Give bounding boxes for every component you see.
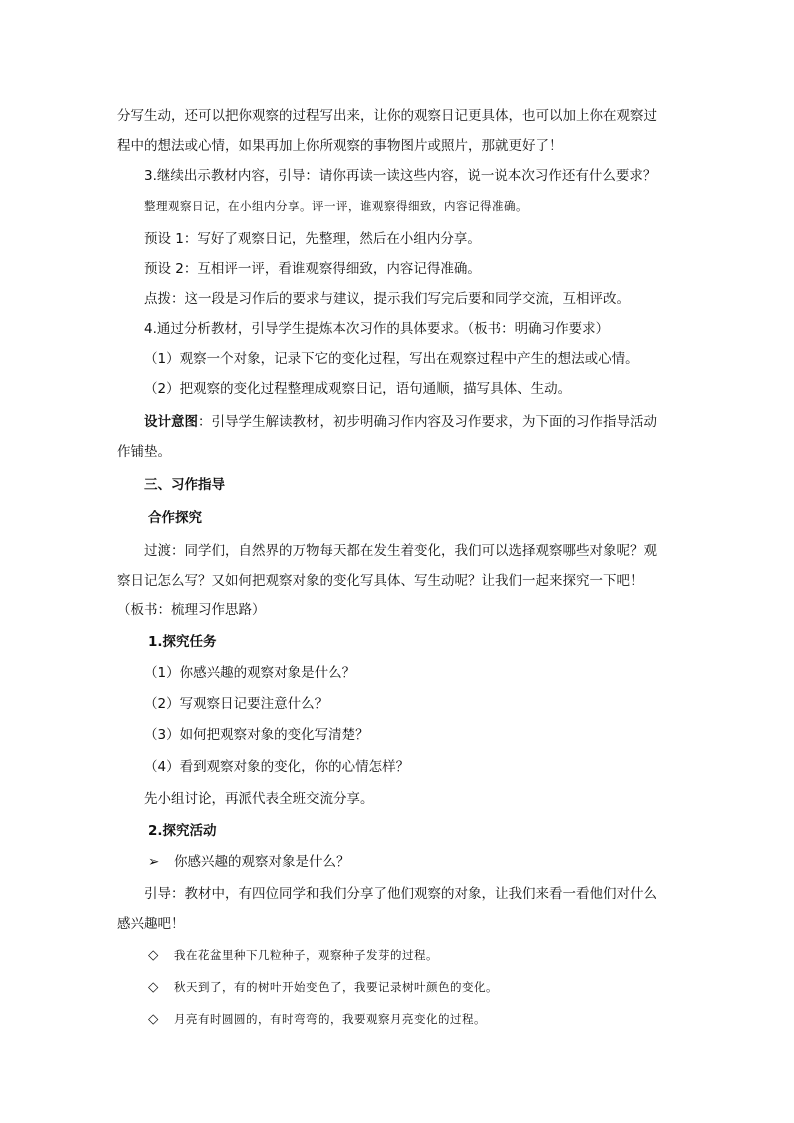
example-item — [148, 945, 438, 965]
subheading-cooperate: 合作探究 — [148, 510, 202, 526]
diamond-bullet-icon: ◇ — [148, 979, 159, 995]
para-step3: 3.继续出示教材内容，引导：请你再读一读这些内容，说一说本次习作还有什么要求？ — [144, 168, 657, 184]
transition-line: 察日记怎么写？又如何把观察对象的变化写具体、写生动呢？让我们一起来探究一下吧！ — [117, 573, 644, 589]
design-intent — [144, 412, 657, 432]
example-item — [148, 1009, 486, 1029]
task-item: （3）如何把观察对象的变化写清楚？ — [144, 727, 369, 743]
design-intent-text: ：引导学生解读教材，初步明确习作内容及习作要求，为下面的习作指导活动 — [198, 414, 657, 430]
example-text: 我在花盆里种下几粒种子，观察种子发芽的过程。 — [174, 948, 438, 962]
guide-line: 感兴趣吧！ — [117, 916, 185, 932]
section-heading: 三、习作指导 — [144, 477, 225, 493]
requirement-1: （1）观察一个对象，记录下它的变化过程，写出在观察过程中产生的想法或心情。 — [144, 351, 639, 367]
diamond-bullet-icon: ◇ — [148, 1011, 159, 1027]
example-item — [148, 977, 498, 997]
task-item: （4）看到观察对象的变化，你的心情怎样？ — [144, 759, 410, 775]
para-line: 分写生动，还可以把你观察的过程写出来，让你的观察日记更具体，也可以加上你在观察过 — [117, 108, 657, 124]
board-note: （板书：梳理习作思路） — [117, 602, 266, 618]
guidance: 点拨：这一段是习作后的要求与建议，提示我们写完后要和同学交流，互相评改。 — [144, 291, 630, 307]
activity-question — [148, 852, 350, 872]
example-text: 秋天到了，有的树叶开始变色了，我要记录树叶颜色的变化。 — [174, 980, 498, 994]
activity-question-text: 你感兴趣的观察对象是什么？ — [174, 854, 350, 870]
para-step4: 4.通过分析教材，引导学生提炼本次习作的具体要求。（板书：明确习作要求） — [144, 321, 610, 337]
design-intent-cont: 作铺垫。 — [117, 444, 171, 460]
preset-2: 预设 2：互相评一评，看谁观察得细致，内容记得准确。 — [144, 261, 481, 277]
task-title: 1.探究任务 — [148, 634, 217, 650]
arrow-bullet-icon: ➢ — [148, 854, 160, 870]
task-item: （1）你感兴趣的观察对象是什么？ — [144, 665, 356, 681]
para-line: 程中的想法或心情，如果再加上你所观察的事物图片或照片，那就更好了！ — [117, 138, 563, 154]
diamond-bullet-icon: ◇ — [148, 947, 159, 963]
textbook-quote: 整理观察日记，在小组内分享。评一评，谁观察得细致，内容记得准确。 — [144, 199, 528, 213]
example-text: 月亮有时圆圆的，有时弯弯的，我要观察月亮变化的过程。 — [174, 1012, 486, 1026]
activity-title: 2.探究活动 — [148, 823, 217, 839]
task-item: （2）写观察日记要注意什么？ — [144, 696, 329, 712]
group-note: 先小组讨论，再派代表全班交流分享。 — [144, 791, 374, 807]
transition-line: 过渡：同学们，自然界的万物每天都在发生着变化，我们可以选择观察哪些对象呢？观 — [144, 543, 657, 559]
preset-1: 预设 1：写好了观察日记，先整理，然后在小组内分享。 — [144, 231, 481, 247]
guide-line: 引导：教材中，有四位同学和我们分享了他们观察的对象，让我们来看一看他们对什么 — [144, 886, 657, 902]
requirement-2: （2）把观察的变化过程整理成观察日记，语句通顺，描写具体、生动。 — [144, 381, 572, 397]
design-intent-label: 设计意图 — [144, 414, 198, 430]
